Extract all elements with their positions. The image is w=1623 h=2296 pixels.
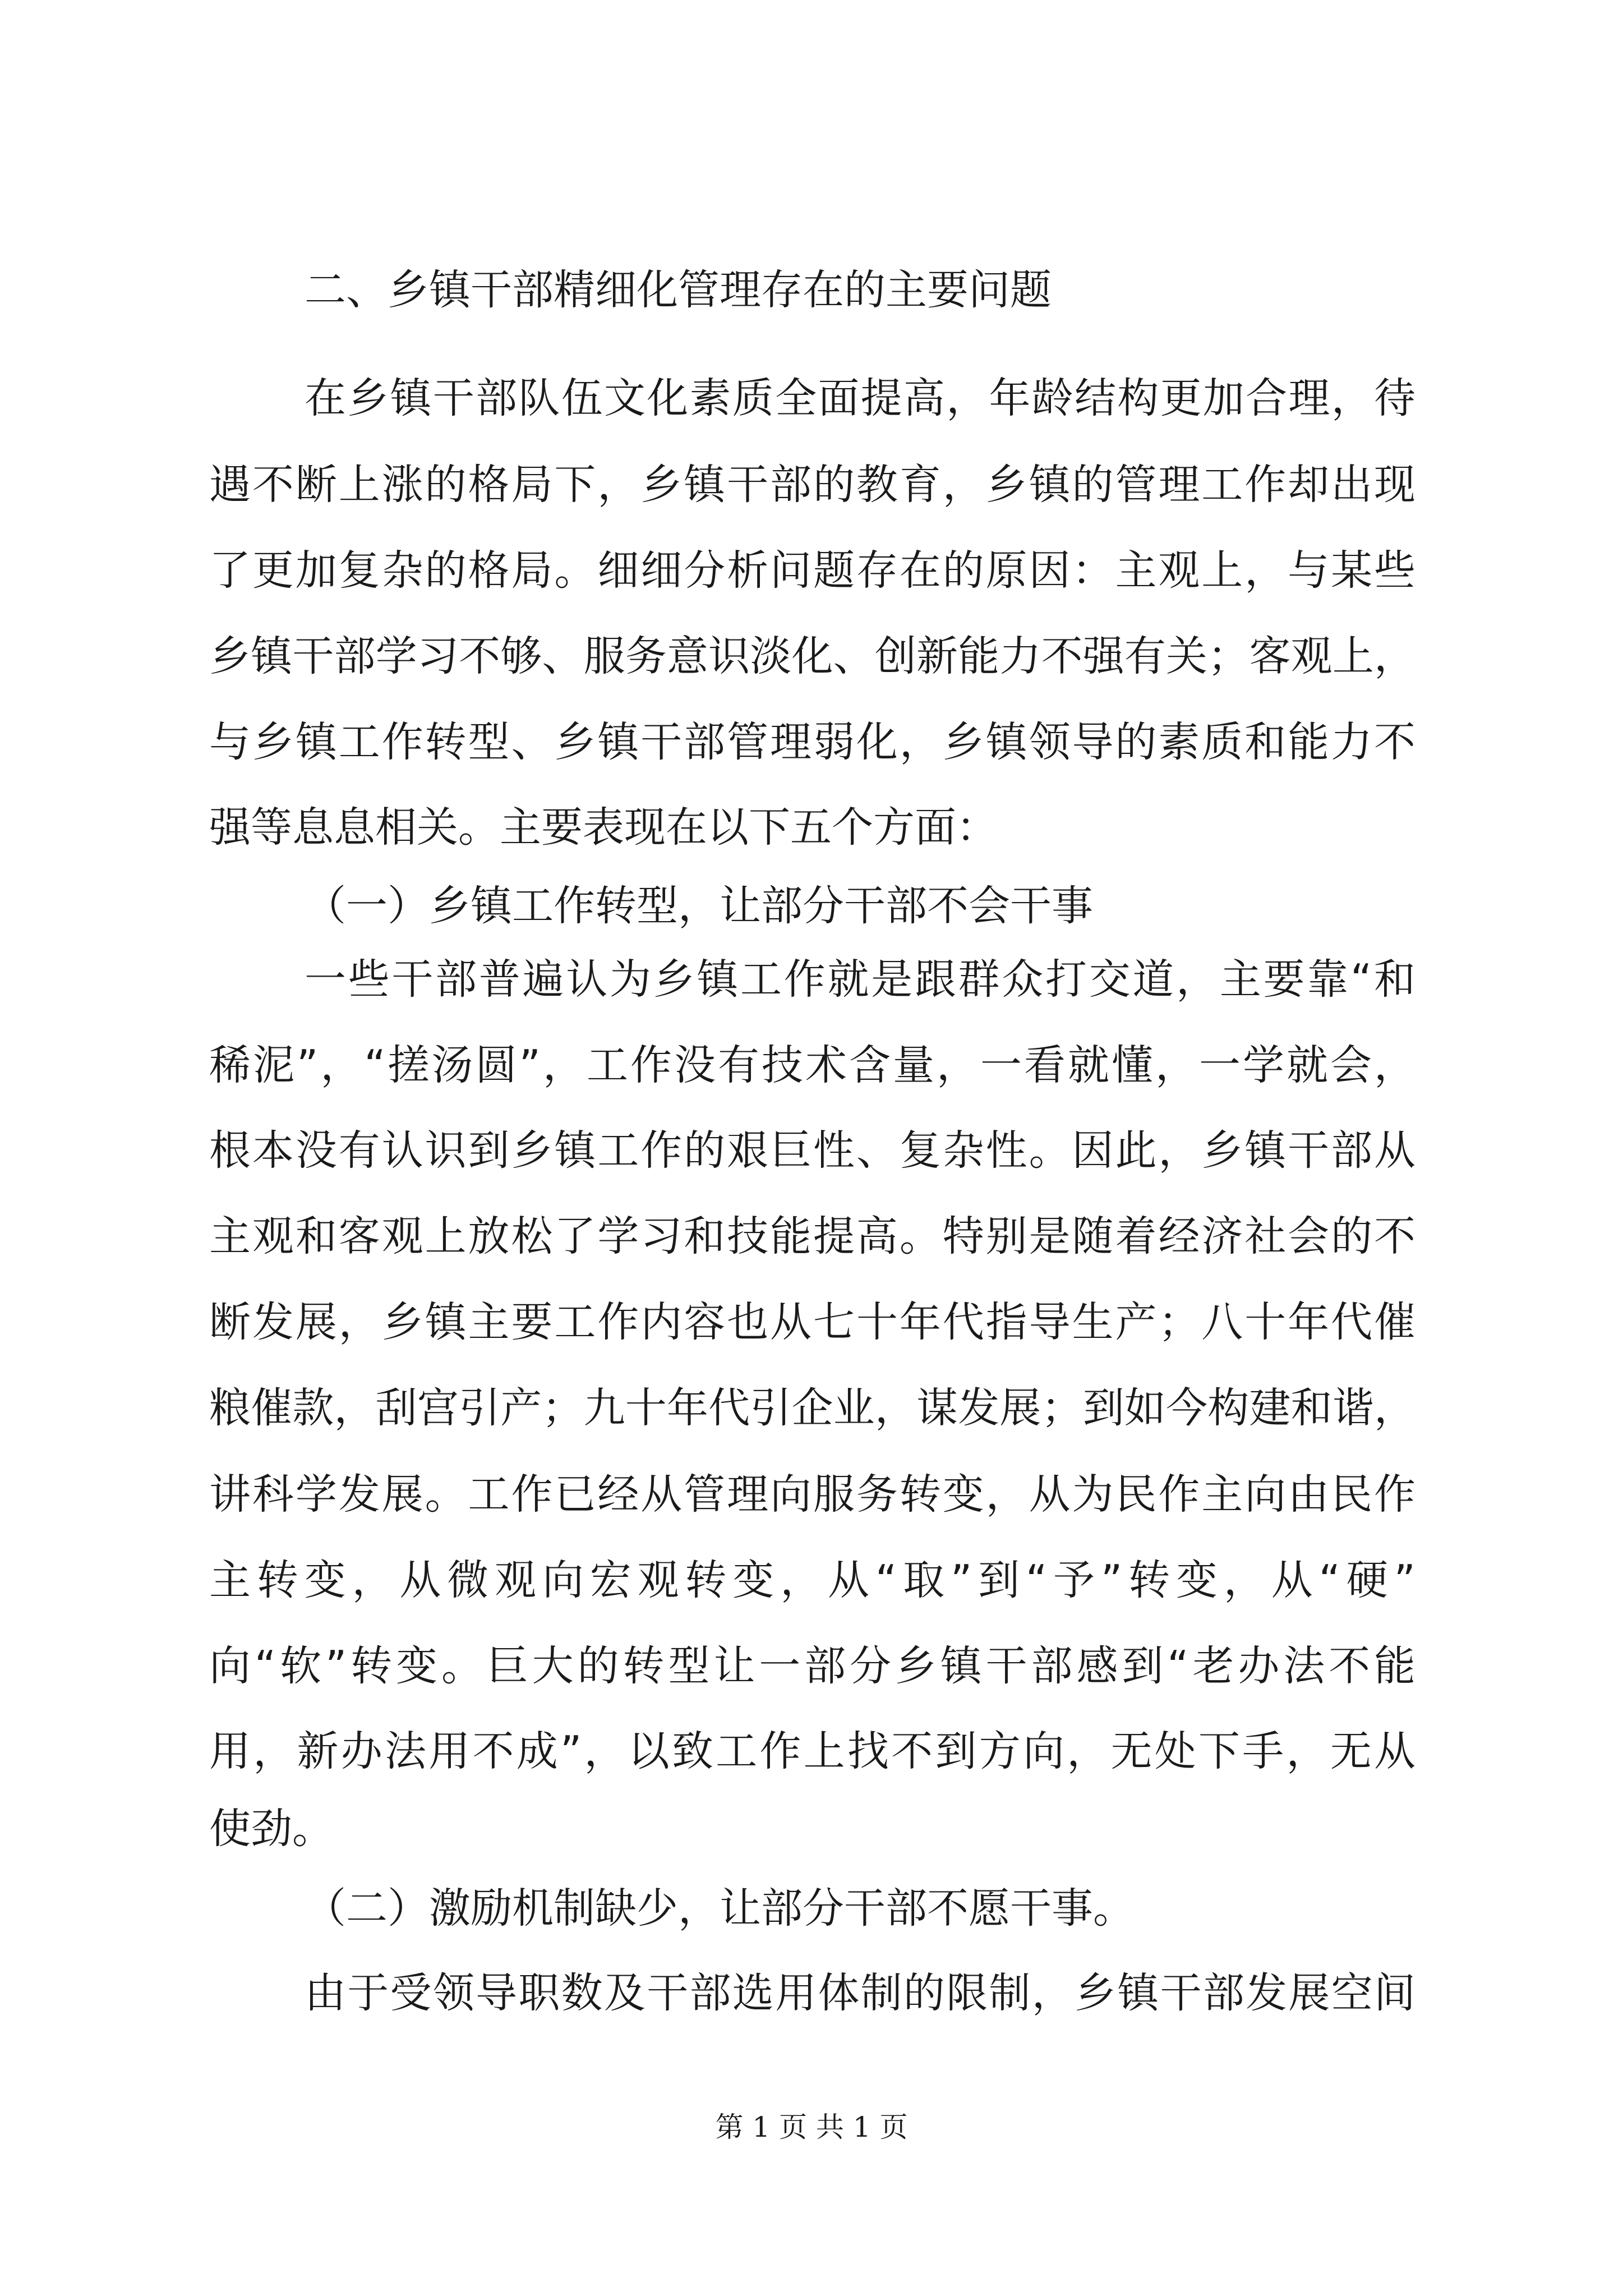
paragraph-line: 断发展，乡镇主要工作内容也从七十年代指导生产；八十年代催 [209, 1298, 1415, 1346]
subsection-heading: （一）乡镇工作转型，让部分干部不会干事 [305, 882, 1093, 930]
paragraph-line: 粮催款，刮宫引产；九十年代引企业，谋发展；到如今构建和谐， [209, 1384, 1415, 1432]
paragraph-line: 强等息息相关。主要表现在以下五个方面： [209, 803, 998, 852]
paragraph-line: 向“软”转变。巨大的转型让一部分乡镇干部感到“老办法不能 [209, 1642, 1415, 1690]
paragraph-line: 主转变，从微观向宏观转变，从“取”到“予”转变，从“硬” [209, 1556, 1415, 1604]
paragraph-line: 与乡镇工作转型、乡镇干部管理弱化，乡镇领导的素质和能力不 [209, 718, 1415, 766]
section-heading: 二、乡镇干部精细化管理存在的主要问题 [305, 266, 1052, 314]
paragraph-line: 用，新办法用不成”，以致工作上找不到方向，无处下手，无从 [209, 1727, 1415, 1775]
paragraph-line: 稀泥”，“搓汤圆”，工作没有技术含量，一看就懂，一学就会， [209, 1041, 1415, 1089]
paragraph-line: 一些干部普遍认为乡镇工作就是跟群众打交道，主要靠“和 [305, 955, 1415, 1004]
page-footer: 第 1 页 共 1 页 [715, 2111, 908, 2143]
paragraph-line: 由于受领导职数及干部选用体制的限制，乡镇干部发展空间 [305, 1969, 1415, 2017]
paragraph-line: 使劲。 [209, 1805, 334, 1853]
paragraph-line: 主观和客观上放松了学习和技能提高。特别是随着经济社会的不 [209, 1212, 1415, 1260]
subsection-heading: （二）激励机制缺少，让部分干部不愿干事。 [305, 1884, 1135, 1932]
paragraph-line: 根本没有认识到乡镇工作的艰巨性、复杂性。因此，乡镇干部从 [209, 1126, 1415, 1175]
paragraph-line: 讲科学发展。工作已经从管理向服务转变，从为民作主向由民作 [209, 1470, 1415, 1519]
paragraph-line: 乡镇干部学习不够、服务意识淡化、创新能力不强有关；客观上， [209, 632, 1415, 680]
paragraph-line: 了更加复杂的格局。细细分析问题存在的原因：主观上，与某些 [209, 546, 1415, 595]
paragraph-line: 遇不断上涨的格局下，乡镇干部的教育，乡镇的管理工作却出现 [209, 461, 1415, 509]
paragraph-line: 在乡镇干部队伍文化素质全面提高，年龄结构更加合理，待 [305, 374, 1415, 422]
